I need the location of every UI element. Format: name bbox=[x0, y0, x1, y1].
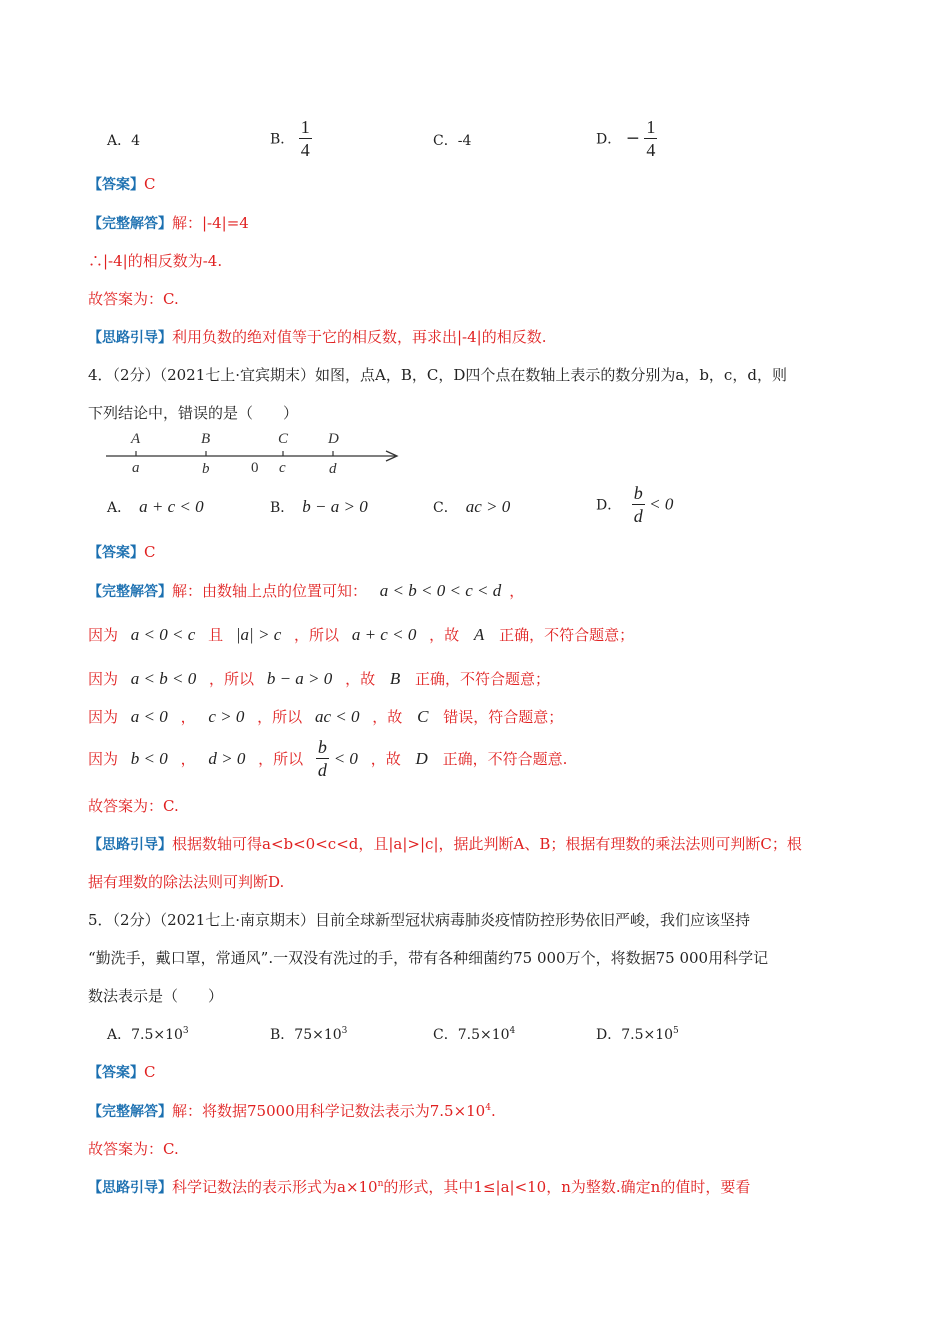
q4-option-b: B． b − a > 0 bbox=[270, 497, 368, 516]
q4-hint-line2: 据有理数的除法法则可判断D. bbox=[88, 873, 285, 891]
q4-answer: 【答案】C bbox=[88, 543, 156, 561]
q3-option-d: D． − $\frac{1}{4}$ bbox=[596, 117, 656, 160]
value-label-zero: 0 bbox=[251, 460, 259, 476]
value-label-c: c bbox=[279, 460, 286, 476]
q3-solution-line2: ∴|-4|的相反数为-4. bbox=[88, 252, 223, 270]
q5-solution-end: 故答案为：C. bbox=[88, 1140, 179, 1158]
q3-option-a: A．4 bbox=[107, 133, 141, 149]
point-label-A: A bbox=[131, 431, 141, 447]
q4-option-a: A． a + c < 0 bbox=[107, 497, 204, 516]
q3-option-d-fraction: $\frac{1}{4}$ bbox=[646, 117, 656, 160]
q3-option-c: C．-4 bbox=[433, 133, 472, 149]
value-label-d: d bbox=[329, 461, 337, 477]
q3-option-b: B． $\frac{1}{4}$ bbox=[270, 117, 310, 160]
q5-answer: 【答案】C bbox=[88, 1063, 156, 1081]
q5-stem-line3: 数法表示是（ ） bbox=[88, 987, 224, 1005]
q4-solution-line2: 因为 a < b < 0 ，所以 b − a > 0 ，故 B 正确，不符合题意； bbox=[88, 669, 551, 688]
q3-hint: 【思路引导】利用负数的绝对值等于它的相反数，再求出|-4|的相反数. bbox=[88, 328, 547, 346]
q4-number-line bbox=[100, 426, 410, 478]
q4-solution-line4: 因为 b < 0 ， d > 0 ，所以 $\frac{b}{d}$ < 0 ，故 D 正确，不符合题意. bbox=[88, 737, 568, 780]
q5-hint: 【思路引导】科学记数法的表示形式为$a\times 10^n$的形式，其中1≤|a|<10，n为整数.确定n的值时，要看 bbox=[88, 1178, 751, 1196]
q5-option-b: B．$75\times 10^3$ bbox=[270, 1026, 348, 1043]
q5-option-d: D．$7.5\times 10^5$ bbox=[596, 1026, 679, 1043]
q3-solution: 【完整解答】解：|-4|=4 bbox=[88, 214, 249, 232]
q4-solution: 【完整解答】解：由数轴上点的位置可知： a < b < 0 < c < d ， bbox=[88, 581, 525, 600]
q5-option-c: C．$7.5\times 10^4$ bbox=[433, 1026, 516, 1043]
point-label-B: B bbox=[201, 431, 211, 447]
q4-option-c: C． ac > 0 bbox=[433, 497, 511, 516]
q5-option-a: A．$7.5\times 10^3$ bbox=[107, 1026, 189, 1043]
q5-stem-line2: “勤洗手，戴口罩，常通风”.一双没有洗过的手，带有各种细菌约75 000万个，将数据75 000用科学记 bbox=[88, 949, 769, 967]
q4-solution-line1: 因为 a < 0 < c 且 |a| > c ，所以 a + c < 0 ，故 A 正确，不符合题意； bbox=[88, 625, 635, 644]
q4-stem-line1: 4．（2分）（2021七上·宜宾期末）如图，点A，B，C，D四个点在数轴上表示的数分别为a，b，c，d，则 bbox=[88, 366, 787, 384]
q4-solution-fraction: $\frac{b}{d}$ bbox=[317, 737, 327, 780]
q4-option-d: D． $\frac{b}{d}$ < 0 bbox=[596, 483, 674, 526]
q4-option-d-fraction: $\frac{b}{d}$ bbox=[633, 483, 643, 526]
q4-stem-line2: 下列结论中，错误的是（ ） bbox=[88, 404, 299, 422]
q3-answer: 【答案】C bbox=[88, 175, 156, 193]
q4-solution-end: 故答案为：C. bbox=[88, 797, 179, 815]
q3-option-b-fraction: $\frac{1}{4}$ bbox=[300, 117, 310, 160]
q3-solution-end: 故答案为：C. bbox=[88, 290, 179, 308]
value-label-b: b bbox=[202, 461, 210, 477]
q5-stem-line1: 5．（2分）（2021七上·南京期末）目前全球新型冠状病毒肺炎疫情防控形势依旧严峻，我们应该坚持 bbox=[88, 911, 751, 929]
point-label-D: D bbox=[328, 431, 339, 447]
value-label-a: a bbox=[132, 460, 140, 476]
point-label-C: C bbox=[278, 431, 289, 447]
q5-solution: 【完整解答】解：将数据75000用科学记数法表示为$7.5\times 10^4$. bbox=[88, 1102, 496, 1120]
q4-solution-line3: 因为 a < 0 ， c > 0 ，所以 ac < 0 ，故 C 错误，符合题意； bbox=[88, 707, 564, 726]
q4-hint-line1: 【思路引导】根据数轴可得a<b<0<c<d，且|a|>|c|，据此判断A、B；根据有理数的乘法法则可判断C；根 bbox=[88, 835, 802, 853]
